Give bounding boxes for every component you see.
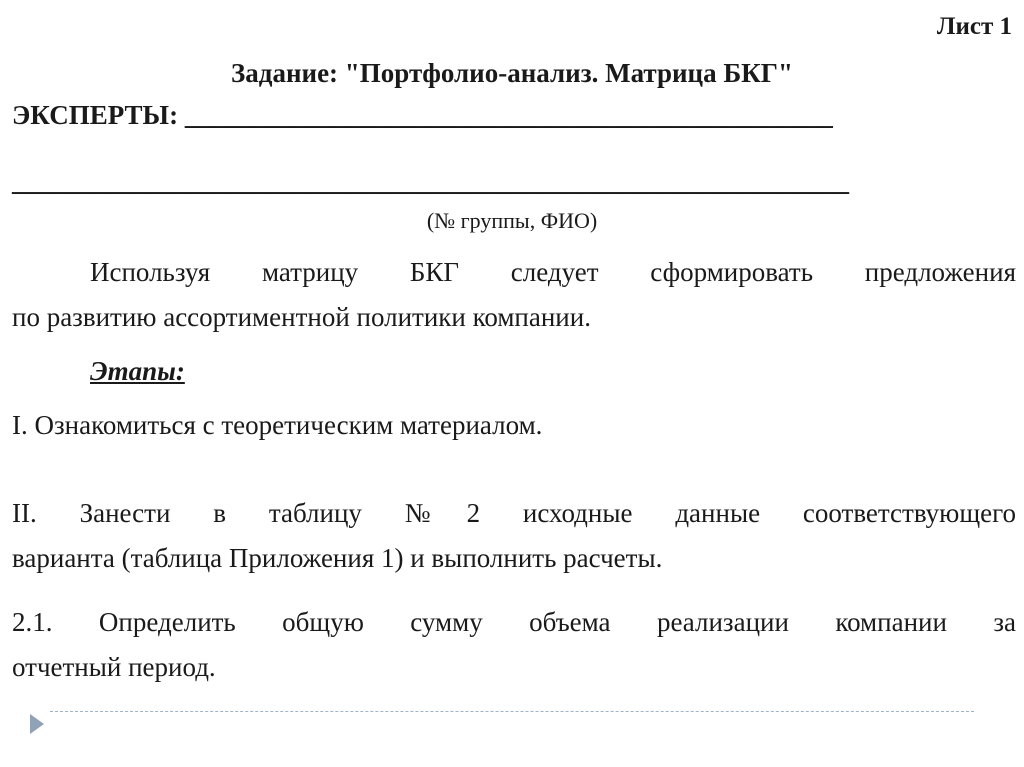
experts-line bbox=[12, 100, 833, 131]
step-2-1 bbox=[12, 600, 1016, 690]
slide-divider bbox=[50, 711, 974, 712]
stages-heading: Этапы: bbox=[90, 356, 185, 386]
sheet-label: Лист 1 bbox=[936, 13, 1012, 40]
play-arrow-icon[interactable] bbox=[30, 714, 44, 734]
step-1-line: I. Ознакомиться с теоретическим материалом. bbox=[12, 410, 543, 440]
step-2-1-line-1: 2.1. Определить общую сумму объема реализации компании за bbox=[12, 607, 1016, 637]
step-1 bbox=[12, 403, 1016, 448]
intro-paragraph bbox=[12, 250, 1016, 340]
experts-second-blank: ______________________________________________________________ bbox=[12, 166, 849, 196]
step-2-1-line-2: отчетный период. bbox=[12, 652, 216, 682]
step-2 bbox=[12, 491, 1016, 581]
experts-blank: ________________________________________________ bbox=[184, 100, 833, 130]
experts-label: ЭКСПЕРТЫ: bbox=[12, 100, 179, 130]
step-2-line-1: II. Занести в таблицу №2 исходные данные соответствующего bbox=[12, 498, 1016, 528]
task-title: Задание: "Портфолио-анализ. Матрица БКГ" bbox=[231, 58, 793, 88]
experts-caption: (№ группы, ФИО) bbox=[426, 208, 598, 233]
step-2-line-2: варианта (таблица Приложения 1) и выполнить расчеты. bbox=[12, 543, 663, 573]
intro-line-1: Используя матрицу БКГ следует сформировать предложения bbox=[90, 257, 1016, 287]
intro-line-2: по развитию ассортиментной политики компании. bbox=[12, 302, 591, 332]
